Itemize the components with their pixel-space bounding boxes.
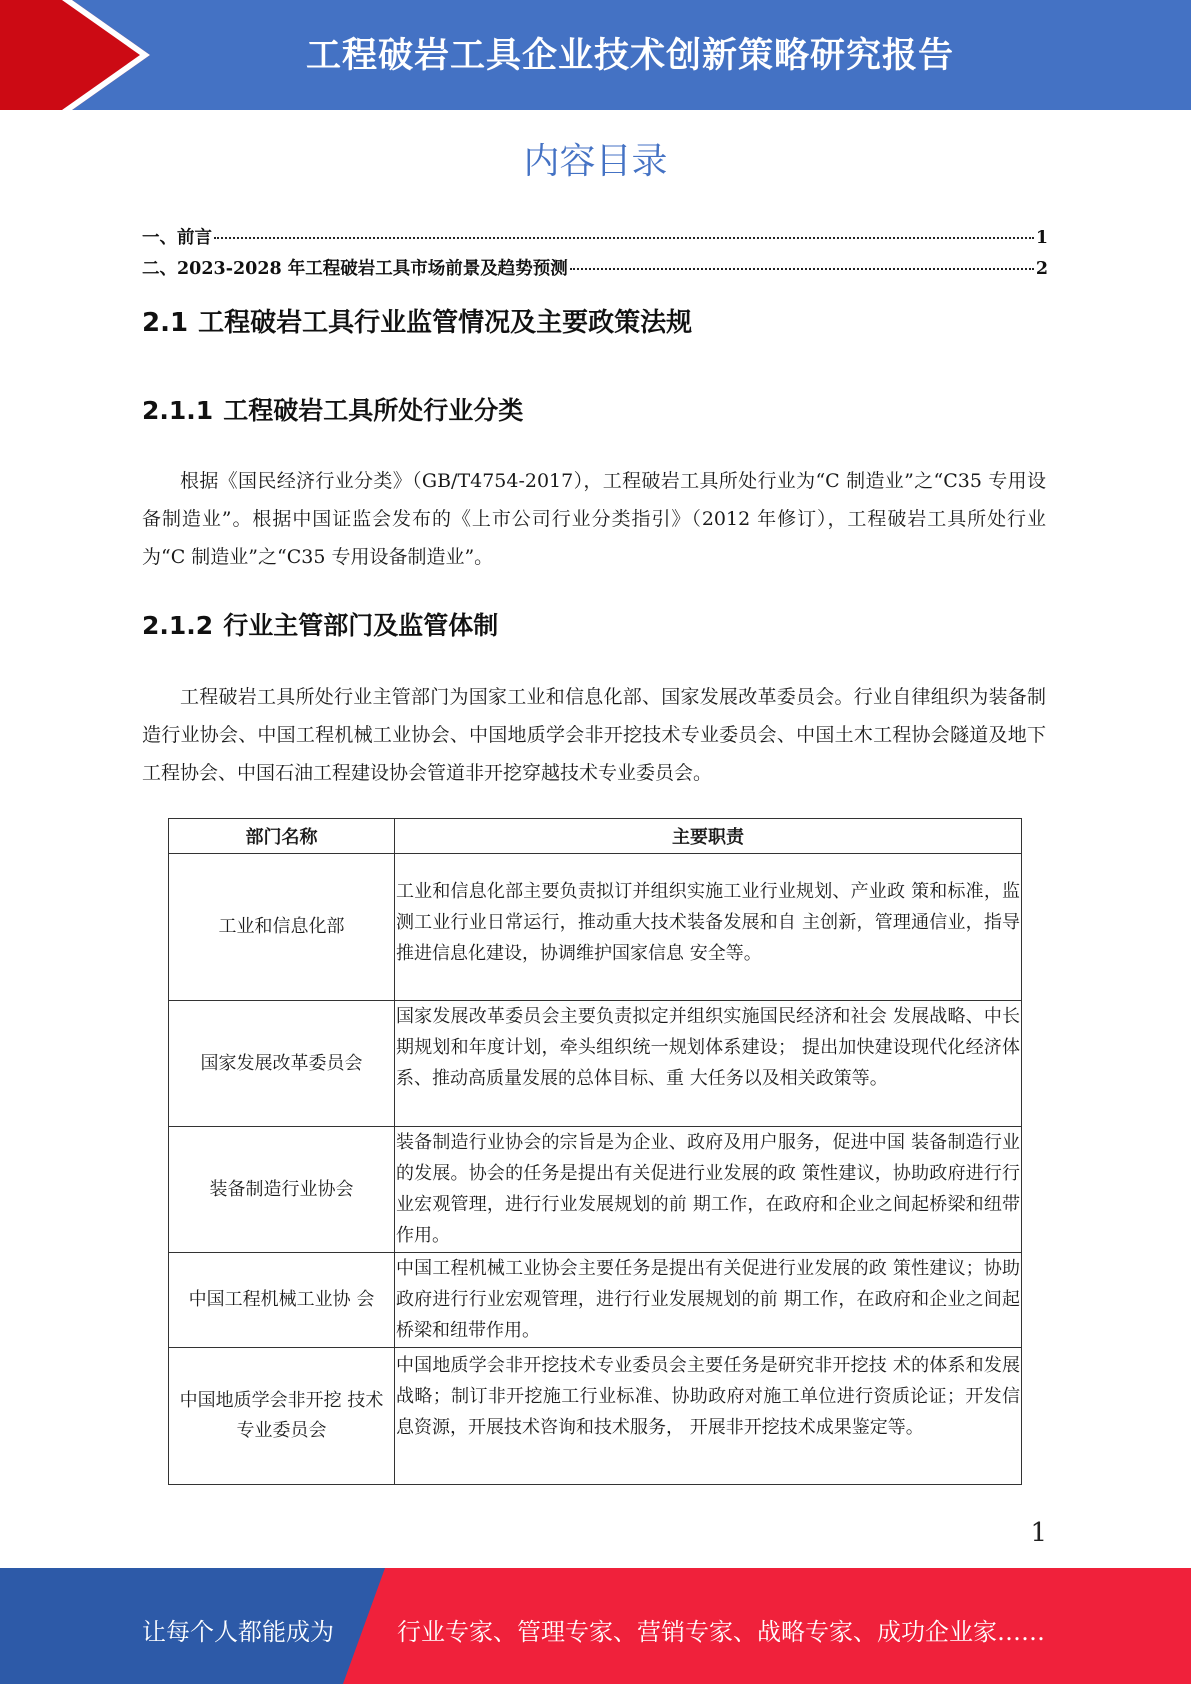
column-header-department: 部门名称 [169,819,395,854]
section-number: 2.1.2 [142,611,214,640]
footer-slogan-right: 行业专家、管理专家、营销专家、战略专家、成功企业家…… [397,1618,1045,1646]
toc-entry-page: 1 [1035,228,1048,248]
toc-entry-label: 一、前言 [142,228,212,248]
toc-entry-market-forecast[interactable] [142,255,1048,286]
department-cell: 国家发展改革委员会 [169,1001,395,1127]
duty-cell: 国家发展改革委员会主要负责拟定并组织实施国民经济和社会 发展战略、中长期规划和年度计划，牵头组织统一规划体系建设； 提出加快建设现代化经济体系、推动高质量发展的总体目标、重 大任务以及相关政策等。 [395,1001,1022,1127]
duty-cell: 工业和信息化部主要负责拟订并组织实施工业行业规划、产业政 策和标准，监测工业行业日常运行，推动重大技术装备发展和自 主创新，管理通信业，指导推进信息化建设，协调维护国家信息 安全等。 [395,854,1022,1001]
toc-entry-label: 二、2023-2028 年工程破岩工具市场前景及趋势预测 [142,259,568,279]
section-heading-2-1-1 [142,391,523,427]
page-number: 1 [1030,1518,1047,1548]
paragraph-regulatory-authorities [142,678,1046,792]
footer-slogan-left: 让每个人都能成为 [142,1618,334,1646]
table-of-contents [142,224,1048,286]
paragraph-text: 工程破岩工具所处行业主管部门为国家工业和信息化部、国家发展改革委员会。行业自律组织为装备制造行业协会、中国工程机械工业协会、中国地质学会非开挖技术专业委员会、中国土木工程协会隧道及地下工程协会、中国石油工程建设协会管道非开挖穿越技术专业委员会。 [142,686,1046,784]
toc-entry-preface[interactable] [142,224,1048,255]
section-title: 工程破岩工具所处行业分类 [223,396,524,425]
toc-entry-page: 2 [1035,259,1048,279]
section-number: 2.1 [142,308,189,338]
section-number: 2.1.1 [142,396,214,425]
paragraph-text: 根据《国民经济行业分类》（GB/T4754-2017），工程破岩工具所处行业为“C 制造业”之“C35 专用设备制造业”。根据中国证监会发布的《上市公司行业分类指引》（2012 年修订），工程破岩工具所处行业为“C 制造业”之“C35 专用设备制造业”。 [142,470,1046,568]
paragraph-industry-classification [142,462,1046,576]
table-row [169,854,1022,1001]
table-row [169,1127,1022,1253]
table-header-row [169,819,1022,854]
column-header-duties: 主要职责 [395,819,1022,854]
duty-cell: 中国地质学会非开挖技术专业委员会主要任务是研究非开挖技 术的体系和发展战略；制订非开挖施工行业标准、协助政府对施工单位进行资质论证；开发信息资源，开展技术咨询和技术服务， 开展非开挖技术成果鉴定等。 [395,1348,1022,1485]
table-row [169,1348,1022,1485]
department-cell: 中国地质学会非开挖 技术专业委员会 [169,1348,395,1485]
toc-title: 内容目录 [523,141,668,182]
section-heading-2-1 [142,302,692,339]
department-cell: 中国工程机械工业协 会 [169,1253,395,1348]
duty-cell: 中国工程机械工业协会主要任务是提出有关促进行业发展的政 策性建议；协助政府进行行业宏观管理，进行行业发展规划的前 期工作，在政府和企业之间起桥梁和纽带作用。 [395,1253,1022,1348]
table-row [169,1001,1022,1127]
regulatory-authorities-table [168,818,1022,1485]
toc-dot-leader [570,268,1034,270]
section-title: 工程破岩工具行业监管情况及主要政策法规 [198,308,693,338]
section-title: 行业主管部门及监管体制 [223,611,499,640]
toc-dot-leader [214,237,1034,239]
report-title: 工程破岩工具企业技术创新策略研究报告 [305,36,954,76]
department-cell: 装备制造行业协会 [169,1127,395,1253]
duty-cell: 装备制造行业协会的宗旨是为企业、政府及用户服务，促进中国 装备制造行业的发展。协会的任务是提出有关促进行业发展的政 策性建议，协助政府进行行业宏观管理，进行行业发展规划的前 期工作，在政府和企业之间起桥梁和纽带作用。 [395,1127,1022,1253]
table-row [169,1253,1022,1348]
section-heading-2-1-2 [142,606,498,642]
department-cell: 工业和信息化部 [169,854,395,1001]
